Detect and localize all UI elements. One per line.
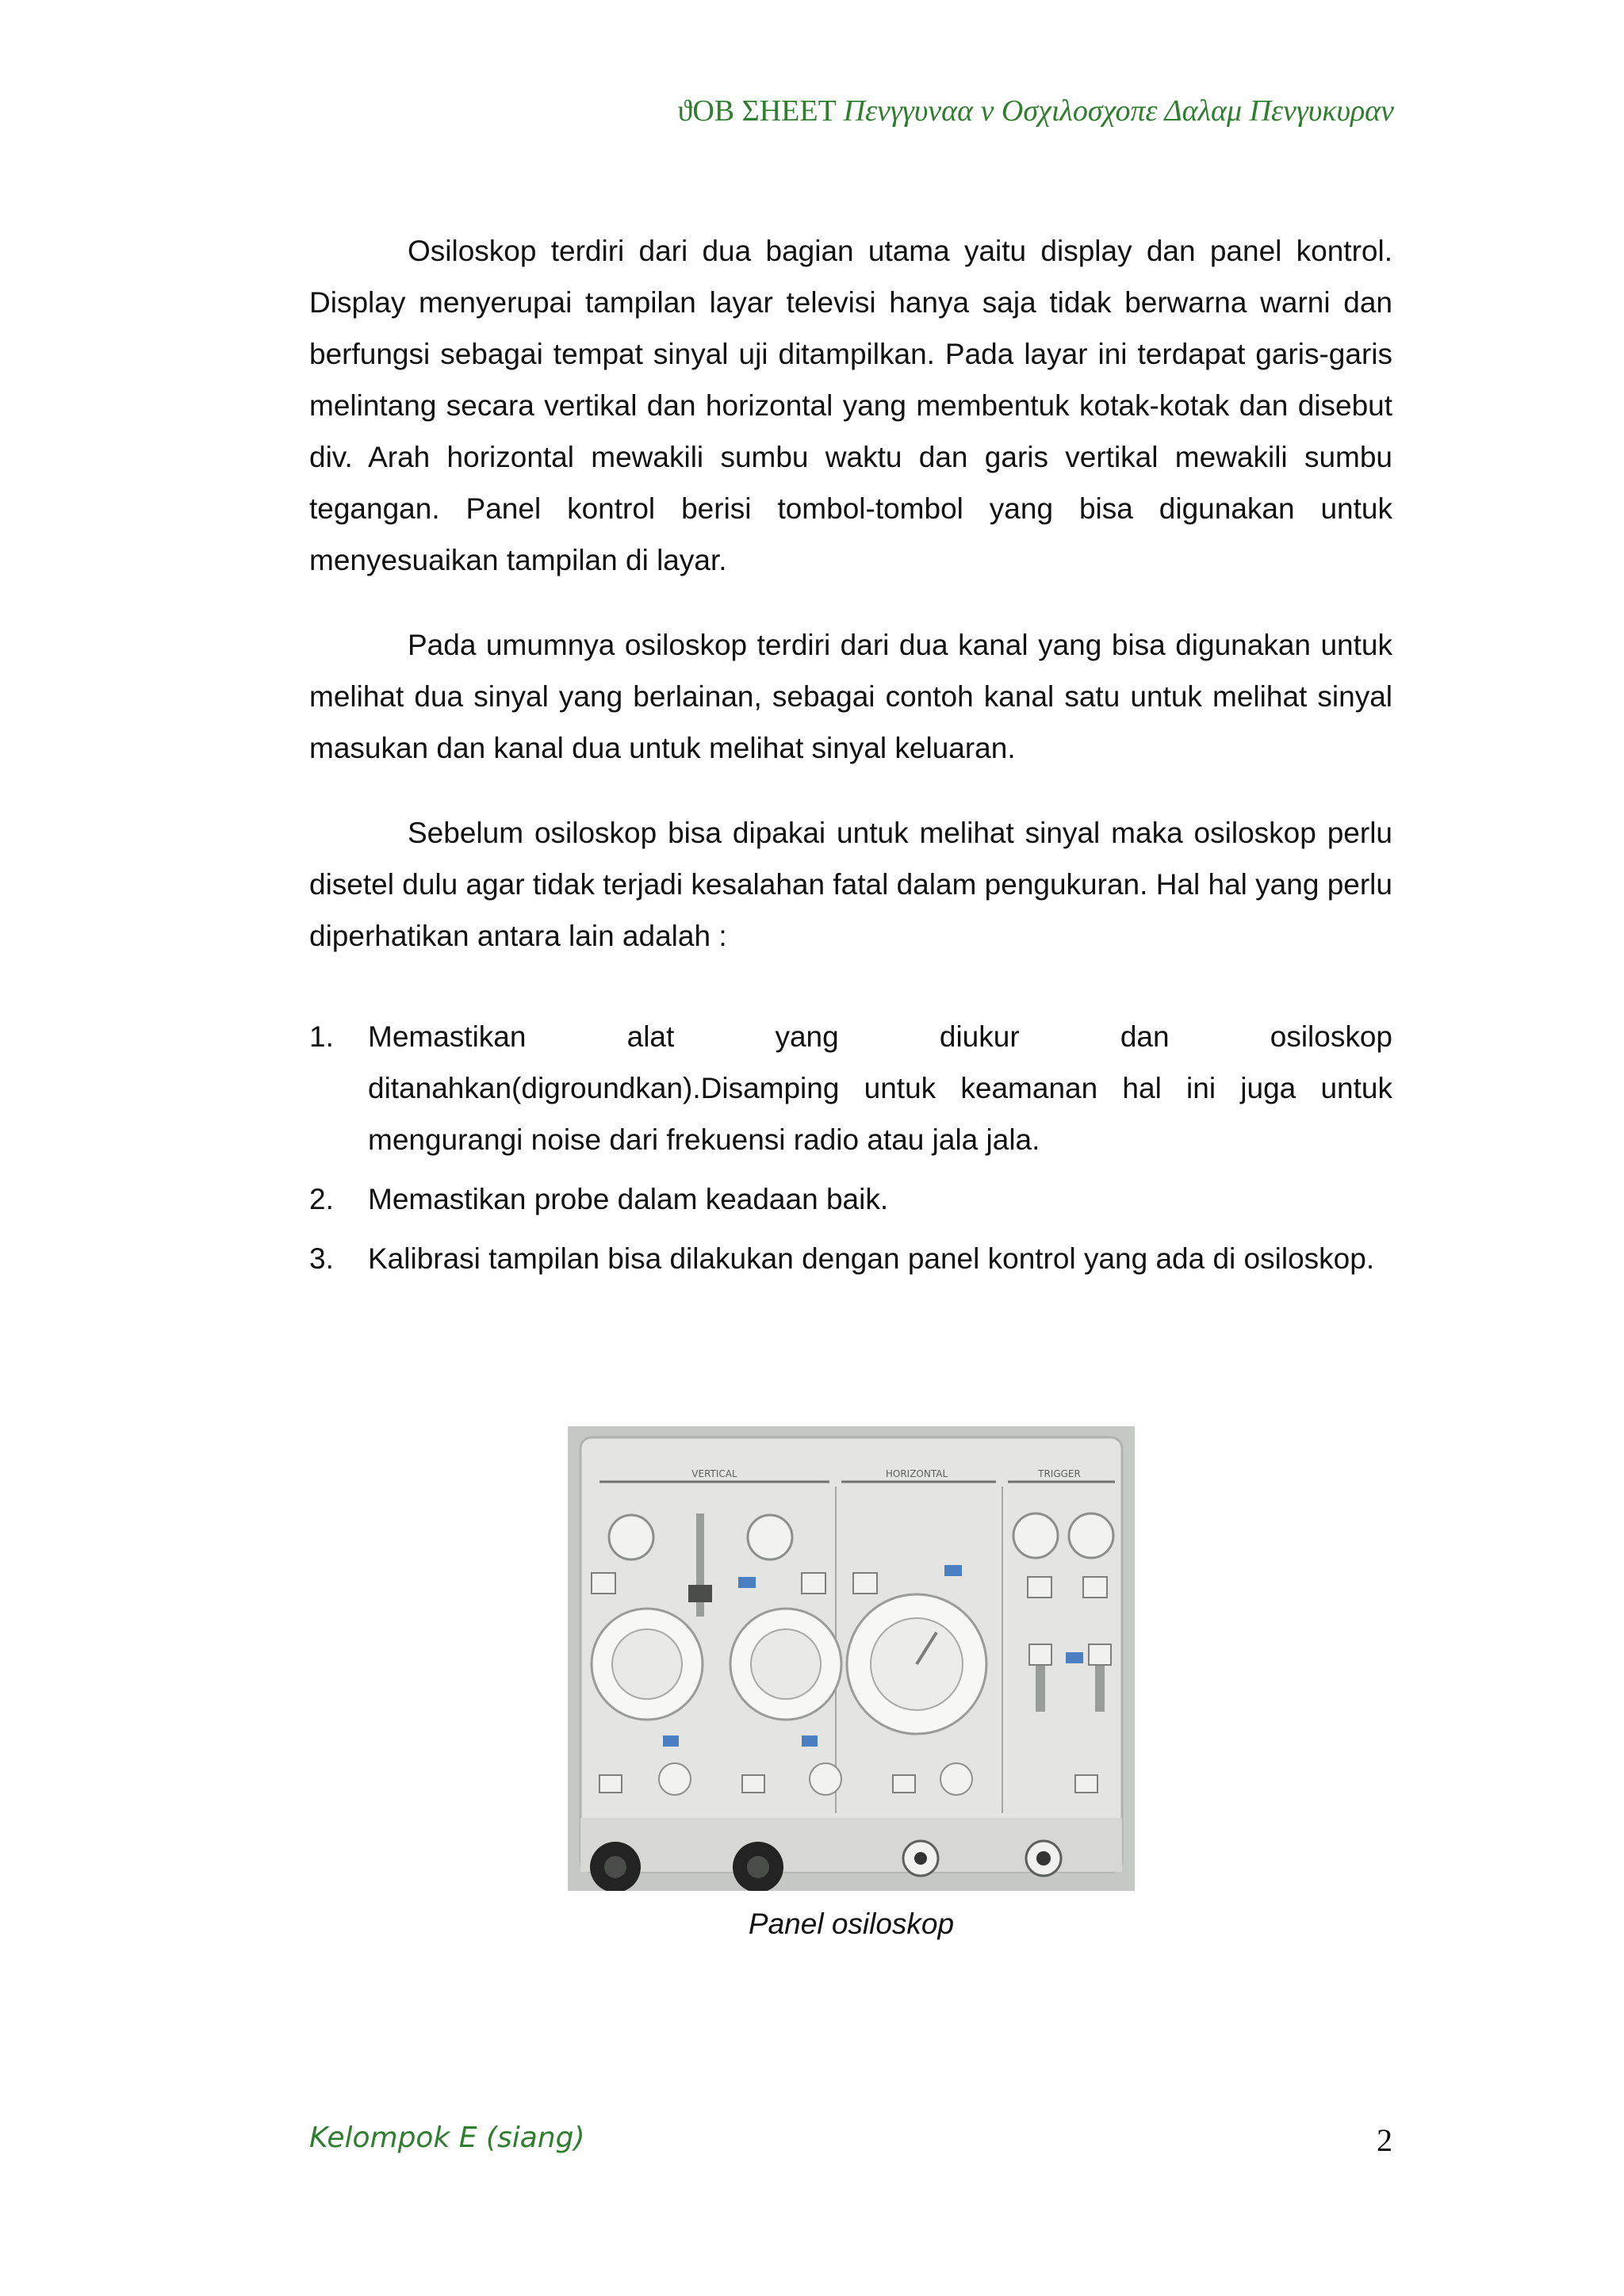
paragraph-1: Osiloskop terdiri dari dua bagian utama yaitu display dan panel kontrol. Display menyerupai tampilan layar televisi hanya saja tidak berwarna warni dan berfungsi sebagai tempat sinyal uji ditampilkan. Pada layar ini terdapat garis-garis melintang secara vertikal dan horizontal yang membentuk kotak-kotak dan disebut div. Arah horizontal mewakili sumbu waktu dan garis vertikal mewakili sumbu tegangan. Panel kontrol berisi tombol-tombol yang bisa digunakan untuk menyesuaikan tampilan di layar. <box>309 235 1392 576</box>
paragraph-3: Sebelum osiloskop bisa dipakai untuk melihat sinyal maka osiloskop perlu disetel dulu agar tidak terjadi kesalahan fatal dalam pengukuran. Hal hal yang perlu diperhatikan antara lain adalah : <box>309 817 1392 952</box>
list-item-text: Memastikan probe dalam keadaan baik. <box>368 1183 889 1215</box>
list-item <box>309 1011 1392 1165</box>
list-item-number: 1. <box>309 1020 334 1053</box>
checklist <box>309 1011 1392 1284</box>
list-item-number: 2. <box>309 1183 334 1215</box>
header-prefix: ϑΟΒ ΣΗΕΕΤ <box>677 94 837 128</box>
running-header <box>678 94 1394 128</box>
oscilloscope-panel-photo <box>568 1426 1135 1891</box>
footer-group: Kelompok E (siang) <box>309 2122 585 2154</box>
list-item <box>309 1173 1392 1225</box>
oscilloscope-panel-illustration <box>568 1426 1135 1891</box>
section-label-vertical: VERTICAL <box>691 1468 737 1479</box>
page-number: 2 <box>1377 2122 1392 2158</box>
list-item-number: 3. <box>309 1242 334 1275</box>
paragraph-2: Pada umumnya osiloskop terdiri dari dua kanal yang bisa digunakan untuk melihat dua sinyal yang berlainan, sebagai contoh kanal satu untuk melihat sinyal masukan dan kanal dua untuk melihat sinyal keluaran. <box>309 629 1392 764</box>
list-item-text: Kalibrasi tampilan bisa dilakukan dengan panel kontrol yang ada di osiloskop. <box>368 1242 1375 1275</box>
header-title: Πενγγυναα ν Οσχιλοσχοπε Δαλαμ Πενγυκυραν <box>843 94 1394 128</box>
section-label-trigger: TRIGGER <box>1038 1468 1081 1479</box>
section-label-horizontal: HORIZONTAL <box>885 1468 948 1479</box>
list-item <box>309 1233 1392 1284</box>
figure-caption: Panel osiloskop <box>748 1908 955 1940</box>
list-item-text: Memastikan alat yang diukur dan osiloskop ditanahkan(digroundkan).Disamping untuk keamanan hal ini juga untuk mengurangi noise dari frekuensi radio atau jala jala. <box>368 1020 1392 1156</box>
body-text <box>309 225 1392 1292</box>
